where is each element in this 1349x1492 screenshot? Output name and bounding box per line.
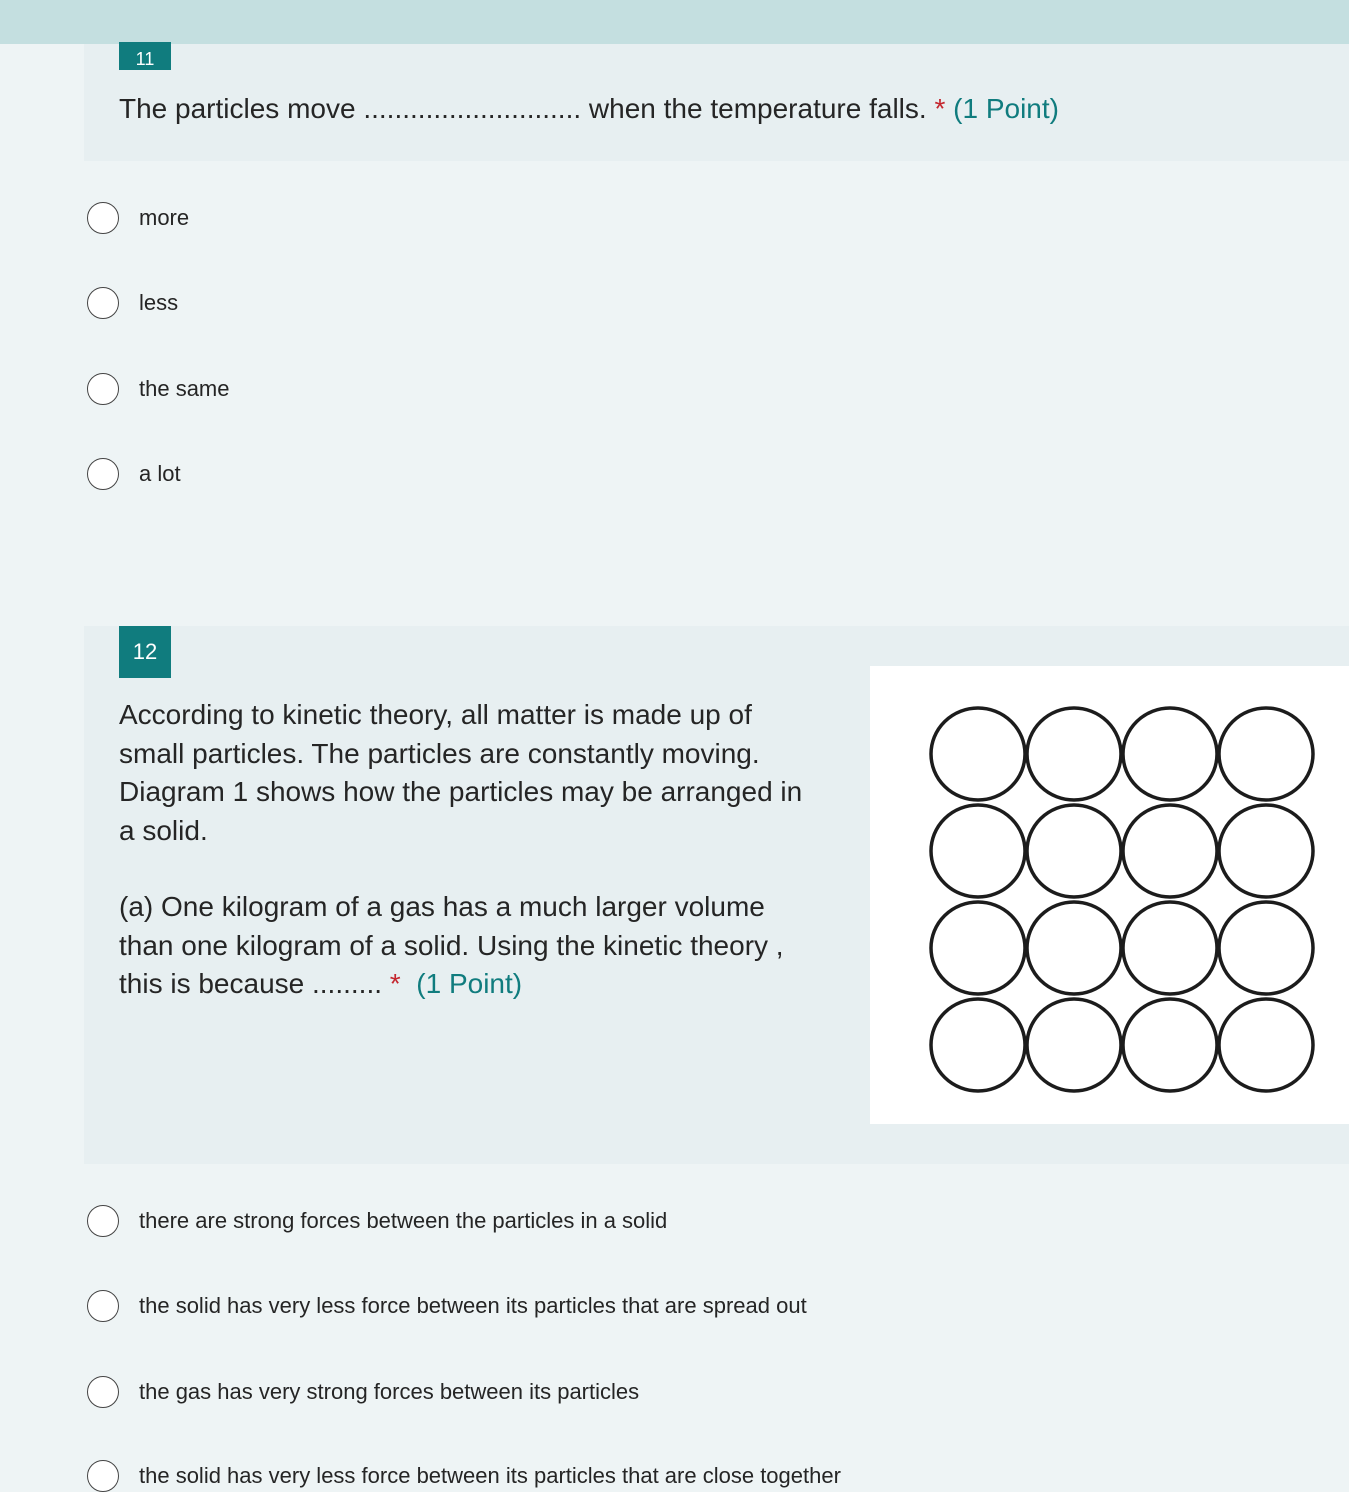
particle-circle-icon [1123,902,1217,994]
option-label: the solid has very less force between its particles that are spread out [139,1293,807,1318]
question-text-end: when the temperature falls. [581,93,927,124]
question-text-start: The particles move [119,93,364,124]
option-label: more [139,205,190,230]
option-label: the same [139,376,230,401]
radio-button[interactable] [87,373,119,405]
answer-blank: ............................ [363,93,582,124]
particle-circle-icon [1027,805,1121,897]
particle-circle-icon [1027,999,1121,1091]
particle-circle-icon [1027,902,1121,994]
particle-diagram [870,666,1349,1124]
particle-circle-icon [1219,805,1313,897]
radio-button[interactable] [87,202,119,234]
particle-circle-icon [931,708,1025,800]
particle-circle-icon [1219,708,1313,800]
question-12-text [119,696,809,1004]
option-a-lot[interactable] [87,458,181,490]
points-label: (1 Point) [416,968,523,999]
radio-button[interactable] [87,1290,119,1322]
required-mark: * [934,93,946,124]
option-label: a lot [139,461,181,486]
particle-circle-icon [931,999,1025,1091]
radio-button[interactable] [87,287,119,319]
particle-circle-icon [1123,999,1217,1091]
question-intro: According to kinetic theory, all matter is made up of small particles. The particles are constantly moving. Diagram 1 shows how the particles may be arranged in a solid. [119,699,803,846]
top-bar [0,0,1349,44]
particle-circle-icon [931,805,1025,897]
required-mark: * [389,968,401,999]
question-number-badge: 12 [119,626,171,678]
option-solid-spread-out[interactable] [87,1290,807,1322]
option-less[interactable] [87,287,178,319]
radio-button[interactable] [87,1205,119,1237]
option-label: there are strong forces between the particles in a solid [139,1208,668,1233]
particle-circle-icon [1027,708,1121,800]
option-strong-forces-solid[interactable] [87,1205,667,1237]
question-prompt-text: (a) One kilogram of a gas has a much larger volume than one kilogram of a solid. Using the kinetic theory , this is because ......... [119,891,784,999]
question-prompt [119,888,809,1004]
option-more[interactable] [87,202,189,234]
option-label: the solid has very less force between its particles that are close together [139,1463,841,1488]
particle-circle-icon [1123,805,1217,897]
particle-diagram-svg [870,666,1349,1124]
question-11-header [84,44,1349,161]
option-label: less [139,290,179,315]
option-gas-strong-forces[interactable] [87,1376,639,1408]
question-number-badge: 11 [119,42,171,70]
question-11-text [119,90,1059,129]
radio-button[interactable] [87,1460,119,1492]
radio-button[interactable] [87,1376,119,1408]
points-label: (1 Point) [953,93,1059,124]
radio-button[interactable] [87,458,119,490]
particle-circle-icon [1219,902,1313,994]
option-label: the gas has very strong forces between its particles [139,1379,640,1404]
option-solid-close-together[interactable] [87,1460,841,1492]
particle-circle-icon [1219,999,1313,1091]
particle-circle-icon [931,902,1025,994]
particle-circle-icon [1123,708,1217,800]
option-the-same[interactable] [87,373,230,405]
